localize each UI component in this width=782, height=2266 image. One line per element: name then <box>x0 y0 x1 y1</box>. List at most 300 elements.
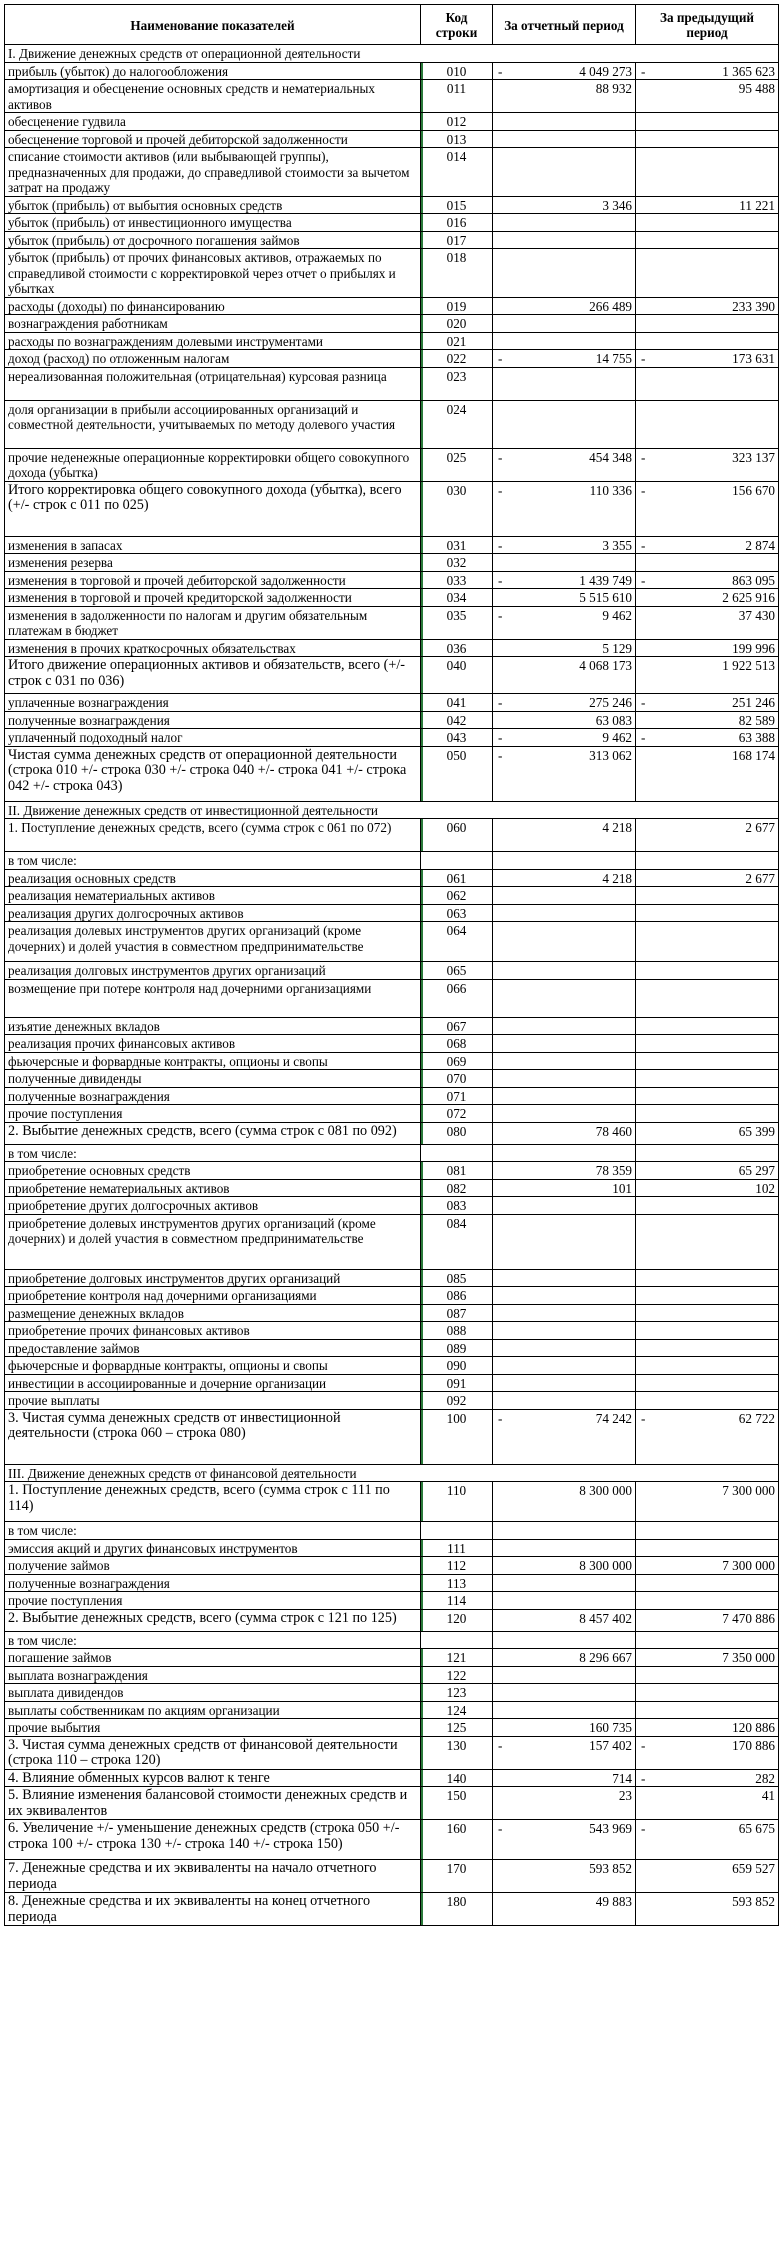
amount: 863 095 <box>732 572 775 588</box>
minus-sign: - <box>641 63 646 79</box>
current-period-value <box>493 1374 636 1392</box>
amount: 659 527 <box>732 1861 775 1876</box>
row-label: 2. Выбытие денежных средств, всего (сумма строк с 081 по 092) <box>5 1122 421 1144</box>
previous-period-value <box>636 1162 779 1180</box>
current-period-value <box>493 1087 636 1105</box>
row-code: 066 <box>421 979 493 1017</box>
row-code: 041 <box>421 694 493 712</box>
previous-period-value <box>636 332 779 350</box>
previous-period-value <box>636 448 779 481</box>
previous-period-value <box>636 1179 779 1197</box>
row-code: 068 <box>421 1035 493 1053</box>
current-period-value <box>493 1649 636 1667</box>
table-row <box>5 1409 779 1464</box>
table-row <box>5 148 779 197</box>
current-period-value <box>493 1214 636 1269</box>
table-row <box>5 1322 779 1340</box>
row-label: изменения в торговой и прочей кредиторской задолженности <box>5 589 421 607</box>
row-label: Итого движение операционных активов и обязательств, всего (+/- строк с 031 по 036) <box>5 657 421 694</box>
minus-sign: - <box>498 572 503 588</box>
row-code: 043 <box>421 729 493 747</box>
table-row <box>5 1144 779 1162</box>
amount: 78 359 <box>595 1163 632 1178</box>
table-row <box>5 1769 779 1787</box>
previous-period-value <box>636 350 779 368</box>
previous-period-value <box>636 367 779 400</box>
minus-sign: - <box>498 449 503 465</box>
previous-period-value <box>636 1087 779 1105</box>
previous-period-value <box>636 1820 779 1860</box>
current-period-value <box>493 332 636 350</box>
row-code <box>421 1522 493 1540</box>
row-label: реализация основных средств <box>5 869 421 887</box>
current-period-value <box>493 922 636 962</box>
row-label: реализация прочих финансовых активов <box>5 1035 421 1053</box>
table-row <box>5 1631 779 1649</box>
row-code: 033 <box>421 571 493 589</box>
current-period-value <box>493 231 636 249</box>
amount: 714 <box>612 1770 632 1786</box>
row-code: 180 <box>421 1893 493 1926</box>
row-label: прибыль (убыток) до налогообложения <box>5 62 421 80</box>
previous-period-value <box>636 231 779 249</box>
row-label: Чистая сумма денежных средств от операционной деятельности (строка 010 +/- строка 030 +/- строка 040 +/- строка 041 +/- строка 042 +/- строка 043) <box>5 746 421 801</box>
current-period-value <box>493 1339 636 1357</box>
amount: 37 430 <box>738 607 775 623</box>
row-code: 088 <box>421 1322 493 1340</box>
table-row <box>5 1339 779 1357</box>
previous-period-value <box>636 1392 779 1410</box>
table-row <box>5 1304 779 1322</box>
current-period-value <box>493 606 636 639</box>
previous-period-value <box>636 694 779 712</box>
minus-sign: - <box>498 607 503 623</box>
row-label: размещение денежных вкладов <box>5 1304 421 1322</box>
table-row <box>5 1482 779 1522</box>
row-code: 040 <box>421 657 493 694</box>
current-period-value <box>493 711 636 729</box>
amount: 1 365 623 <box>722 63 775 79</box>
previous-period-value <box>636 922 779 962</box>
header-previous-period: За предыдущий период <box>636 5 779 45</box>
row-label: в том числе: <box>5 1144 421 1162</box>
amount: 2 677 <box>745 870 775 886</box>
amount: 3 355 <box>602 537 632 553</box>
row-code: 100 <box>421 1409 493 1464</box>
table-row <box>5 1105 779 1123</box>
row-label: реализация нематериальных активов <box>5 887 421 905</box>
amount: 78 460 <box>595 1123 632 1139</box>
row-code: 065 <box>421 962 493 980</box>
amount: 4 218 <box>602 820 632 835</box>
previous-period-value <box>636 1144 779 1162</box>
amount: 7 350 000 <box>722 1650 775 1665</box>
previous-period-value <box>636 1482 779 1522</box>
row-code: 084 <box>421 1214 493 1269</box>
current-period-value <box>493 113 636 131</box>
minus-sign: - <box>641 449 646 465</box>
amount: 63 083 <box>595 712 632 728</box>
previous-period-value <box>636 1736 779 1769</box>
amount: 2 625 916 <box>722 590 775 605</box>
current-period-value <box>493 1769 636 1787</box>
row-code: 110 <box>421 1482 493 1522</box>
row-code: 070 <box>421 1070 493 1088</box>
row-label: полученные вознаграждения <box>5 1574 421 1592</box>
current-period-value <box>493 196 636 214</box>
amount: 157 402 <box>589 1737 632 1753</box>
row-label: убыток (прибыль) от выбытия основных средств <box>5 196 421 214</box>
row-code: 022 <box>421 350 493 368</box>
previous-period-value <box>636 1070 779 1088</box>
table-row <box>5 1392 779 1410</box>
row-label: фьючерсные и форвардные контракты, опционы и свопы <box>5 1052 421 1070</box>
table-row <box>5 1592 779 1610</box>
previous-period-value <box>636 1787 779 1820</box>
current-period-value <box>493 589 636 607</box>
current-period-value <box>493 1287 636 1305</box>
current-period-value <box>493 481 636 536</box>
current-period-value <box>493 214 636 232</box>
current-period-value <box>493 639 636 657</box>
amount: 62 722 <box>738 1410 775 1426</box>
minus-sign: - <box>498 747 503 763</box>
amount: 323 137 <box>732 449 775 465</box>
row-code <box>421 852 493 870</box>
previous-period-value <box>636 1769 779 1787</box>
current-period-value <box>493 249 636 298</box>
row-label: 1. Поступление денежных средств, всего (сумма строк с 111 по 114) <box>5 1482 421 1522</box>
amount: 173 631 <box>732 351 775 366</box>
amount: 170 886 <box>732 1737 775 1753</box>
previous-period-value <box>636 1269 779 1287</box>
current-period-value <box>493 1893 636 1926</box>
current-period-value <box>493 1392 636 1410</box>
amount: 8 300 000 <box>579 1483 632 1498</box>
amount: 95 488 <box>738 81 775 96</box>
row-label: расходы (доходы) по финансированию <box>5 297 421 315</box>
amount: 65 399 <box>738 1123 775 1139</box>
amount: 266 489 <box>589 298 632 314</box>
row-label: фьючерсные и форвардные контракты, опционы и свопы <box>5 1357 421 1375</box>
section-header-row <box>5 801 779 819</box>
table-row <box>5 729 779 747</box>
minus-sign: - <box>498 63 503 79</box>
row-label: эмиссия акций и других финансовых инструментов <box>5 1539 421 1557</box>
previous-period-value <box>636 1017 779 1035</box>
row-label: приобретение других долгосрочных активов <box>5 1197 421 1215</box>
row-code: 020 <box>421 315 493 333</box>
previous-period-value <box>636 657 779 694</box>
table-row <box>5 1214 779 1269</box>
table-row <box>5 694 779 712</box>
amount: 11 221 <box>739 197 775 213</box>
current-period-value <box>493 1631 636 1649</box>
table-row <box>5 1017 779 1035</box>
current-period-value <box>493 400 636 448</box>
amount: 102 <box>755 1180 775 1196</box>
table-row <box>5 231 779 249</box>
table-row <box>5 1035 779 1053</box>
previous-period-value <box>636 746 779 801</box>
previous-period-value <box>636 481 779 536</box>
current-period-value <box>493 852 636 870</box>
previous-period-value <box>636 1304 779 1322</box>
row-code: 111 <box>421 1539 493 1557</box>
table-row <box>5 1522 779 1540</box>
row-code: 012 <box>421 113 493 131</box>
table-row <box>5 448 779 481</box>
row-code: 023 <box>421 367 493 400</box>
row-label: изменения в запасах <box>5 536 421 554</box>
row-label: 7. Денежные средства и их эквиваленты на начало отчетного периода <box>5 1860 421 1893</box>
table-row <box>5 746 779 801</box>
row-label: 3. Чистая сумма денежных средств от финансовой деятельности (строка 110 – строка 120) <box>5 1736 421 1769</box>
row-label: в том числе: <box>5 852 421 870</box>
table-row <box>5 130 779 148</box>
row-code: 089 <box>421 1339 493 1357</box>
current-period-value <box>493 1105 636 1123</box>
row-code: 170 <box>421 1860 493 1893</box>
previous-period-value <box>636 1374 779 1392</box>
current-period-value <box>493 729 636 747</box>
minus-sign: - <box>498 1821 503 1836</box>
minus-sign: - <box>641 695 646 710</box>
table-row <box>5 297 779 315</box>
current-period-value <box>493 819 636 852</box>
table-row <box>5 1374 779 1392</box>
current-period-value <box>493 1122 636 1144</box>
amount: 593 852 <box>589 1861 632 1876</box>
table-row <box>5 214 779 232</box>
row-label: возмещение при потере контроля над дочерними организациями <box>5 979 421 1017</box>
current-period-value <box>493 1557 636 1575</box>
table-row <box>5 1609 779 1631</box>
amount: 156 670 <box>732 482 775 498</box>
table-row <box>5 1179 779 1197</box>
row-code: 034 <box>421 589 493 607</box>
minus-sign: - <box>641 1410 646 1426</box>
current-period-value <box>493 1269 636 1287</box>
table-row <box>5 536 779 554</box>
amount: 2 677 <box>745 820 775 835</box>
previous-period-value <box>636 1105 779 1123</box>
previous-period-value <box>636 1649 779 1667</box>
row-code: 081 <box>421 1162 493 1180</box>
row-label: 2. Выбытие денежных средств, всего (сумма строк с 121 по 125) <box>5 1609 421 1631</box>
row-code: 124 <box>421 1701 493 1719</box>
amount: 101 <box>612 1180 632 1196</box>
current-period-value <box>493 962 636 980</box>
table-row <box>5 1820 779 1860</box>
previous-period-value <box>636 1322 779 1340</box>
current-period-value <box>493 130 636 148</box>
previous-period-value <box>636 130 779 148</box>
row-code: 092 <box>421 1392 493 1410</box>
row-label: вознаграждения работникам <box>5 315 421 333</box>
amount: 251 246 <box>732 695 775 710</box>
amount: 593 852 <box>732 1894 775 1909</box>
row-code: 031 <box>421 536 493 554</box>
minus-sign: - <box>498 695 503 710</box>
row-code: 061 <box>421 869 493 887</box>
row-label: уплаченный подоходный налог <box>5 729 421 747</box>
minus-sign: - <box>641 1821 646 1836</box>
row-code: 060 <box>421 819 493 852</box>
section-title: I. Движение денежных средств от операционной деятельности <box>5 45 779 63</box>
amount: 454 348 <box>589 449 632 465</box>
current-period-value <box>493 746 636 801</box>
amount: 9 462 <box>602 607 632 623</box>
previous-period-value <box>636 606 779 639</box>
row-label: инвестиции в ассоциированные и дочерние организации <box>5 1374 421 1392</box>
current-period-value <box>493 904 636 922</box>
previous-period-value <box>636 1287 779 1305</box>
row-label: погашение займов <box>5 1649 421 1667</box>
cash-flow-table <box>4 4 779 1926</box>
row-code: 140 <box>421 1769 493 1787</box>
amount: 9 462 <box>602 730 632 745</box>
current-period-value <box>493 571 636 589</box>
amount: 168 174 <box>732 747 775 763</box>
previous-period-value <box>636 904 779 922</box>
table-row <box>5 80 779 113</box>
table-row <box>5 1122 779 1144</box>
row-code: 050 <box>421 746 493 801</box>
row-label: предоставление займов <box>5 1339 421 1357</box>
table-row <box>5 350 779 368</box>
previous-period-value <box>636 1701 779 1719</box>
current-period-value <box>493 1322 636 1340</box>
previous-period-value <box>636 214 779 232</box>
table-row <box>5 852 779 870</box>
row-label: доход (расход) по отложенным налогам <box>5 350 421 368</box>
table-row <box>5 819 779 852</box>
previous-period-value <box>636 297 779 315</box>
row-label: доля организации в прибыли ассоциированных организаций и совместной деятельности, учитываемых по методу долевого участия <box>5 400 421 448</box>
table-body <box>5 45 779 1926</box>
current-period-value <box>493 536 636 554</box>
row-label: 3. Чистая сумма денежных средств от инвестиционной деятельности (строка 060 – строка 080) <box>5 1409 421 1464</box>
amount: 7 300 000 <box>722 1483 775 1498</box>
header-row <box>5 5 779 45</box>
current-period-value <box>493 1684 636 1702</box>
current-period-value <box>493 694 636 712</box>
table-row <box>5 1787 779 1820</box>
row-label: получение займов <box>5 1557 421 1575</box>
section-title: II. Движение денежных средств от инвестиционной деятельности <box>5 801 779 819</box>
amount: 1 439 749 <box>579 572 632 588</box>
amount: 5 515 610 <box>579 590 632 605</box>
previous-period-value <box>636 729 779 747</box>
row-code: 121 <box>421 1649 493 1667</box>
row-code <box>421 1631 493 1649</box>
current-period-value <box>493 1539 636 1557</box>
amount: 313 062 <box>589 747 632 763</box>
row-label: приобретение долевых инструментов других организаций (кроме дочерних) и долей участия в совместном предпринимательстве <box>5 1214 421 1269</box>
table-row <box>5 315 779 333</box>
previous-period-value <box>636 315 779 333</box>
previous-period-value <box>636 571 779 589</box>
table-row <box>5 639 779 657</box>
row-code: 113 <box>421 1574 493 1592</box>
previous-period-value <box>636 639 779 657</box>
previous-period-value <box>636 1122 779 1144</box>
table-row <box>5 711 779 729</box>
current-period-value <box>493 1409 636 1464</box>
minus-sign: - <box>641 537 646 553</box>
previous-period-value <box>636 1631 779 1649</box>
current-period-value <box>493 1522 636 1540</box>
row-code: 071 <box>421 1087 493 1105</box>
row-label: уплаченные вознаграждения <box>5 694 421 712</box>
row-label: полученные вознаграждения <box>5 1087 421 1105</box>
row-label: 6. Увеличение +/- уменьшение денежных средств (строка 050 +/- строка 100 +/- строка 130 +/- строка 140 +/- строка 150) <box>5 1820 421 1860</box>
amount: 49 883 <box>595 1894 632 1909</box>
previous-period-value <box>636 1893 779 1926</box>
previous-period-value <box>636 1719 779 1737</box>
row-label: расходы по вознаграждениям долевыми инструментами <box>5 332 421 350</box>
row-code: 030 <box>421 481 493 536</box>
table-row <box>5 1162 779 1180</box>
row-label: выплата дивидендов <box>5 1684 421 1702</box>
current-period-value <box>493 1052 636 1070</box>
row-code: 013 <box>421 130 493 148</box>
previous-period-value <box>636 589 779 607</box>
previous-period-value <box>636 1522 779 1540</box>
current-period-value <box>493 1017 636 1035</box>
amount: 110 336 <box>589 482 632 498</box>
table-row <box>5 1893 779 1926</box>
row-code: 080 <box>421 1122 493 1144</box>
previous-period-value <box>636 962 779 980</box>
previous-period-value <box>636 196 779 214</box>
minus-sign: - <box>498 1737 503 1753</box>
minus-sign: - <box>498 537 503 553</box>
previous-period-value <box>636 1052 779 1070</box>
row-label: нереализованная положительная (отрицательная) курсовая разница <box>5 367 421 400</box>
row-label: приобретение нематериальных активов <box>5 1179 421 1197</box>
current-period-value <box>493 554 636 572</box>
current-period-value <box>493 1357 636 1375</box>
current-period-value <box>493 1162 636 1180</box>
amount: 88 932 <box>595 81 632 96</box>
row-code: 036 <box>421 639 493 657</box>
table-row <box>5 1860 779 1893</box>
amount: 120 886 <box>732 1720 775 1735</box>
table-row <box>5 196 779 214</box>
table-row <box>5 1557 779 1575</box>
current-period-value <box>493 1179 636 1197</box>
row-label: выплаты собственникам по акциям организации <box>5 1701 421 1719</box>
current-period-value <box>493 1787 636 1820</box>
row-code: 024 <box>421 400 493 448</box>
amount: 282 <box>755 1770 775 1786</box>
table-row <box>5 962 779 980</box>
previous-period-value <box>636 711 779 729</box>
table-row <box>5 554 779 572</box>
current-period-value <box>493 1719 636 1737</box>
previous-period-value <box>636 1574 779 1592</box>
minus-sign: - <box>641 572 646 588</box>
amount: 543 969 <box>589 1821 632 1836</box>
row-label: приобретение контроля над дочерними организациями <box>5 1287 421 1305</box>
previous-period-value <box>636 554 779 572</box>
previous-period-value <box>636 819 779 852</box>
current-period-value <box>493 1144 636 1162</box>
current-period-value <box>493 1035 636 1053</box>
amount: 74 242 <box>595 1410 632 1426</box>
